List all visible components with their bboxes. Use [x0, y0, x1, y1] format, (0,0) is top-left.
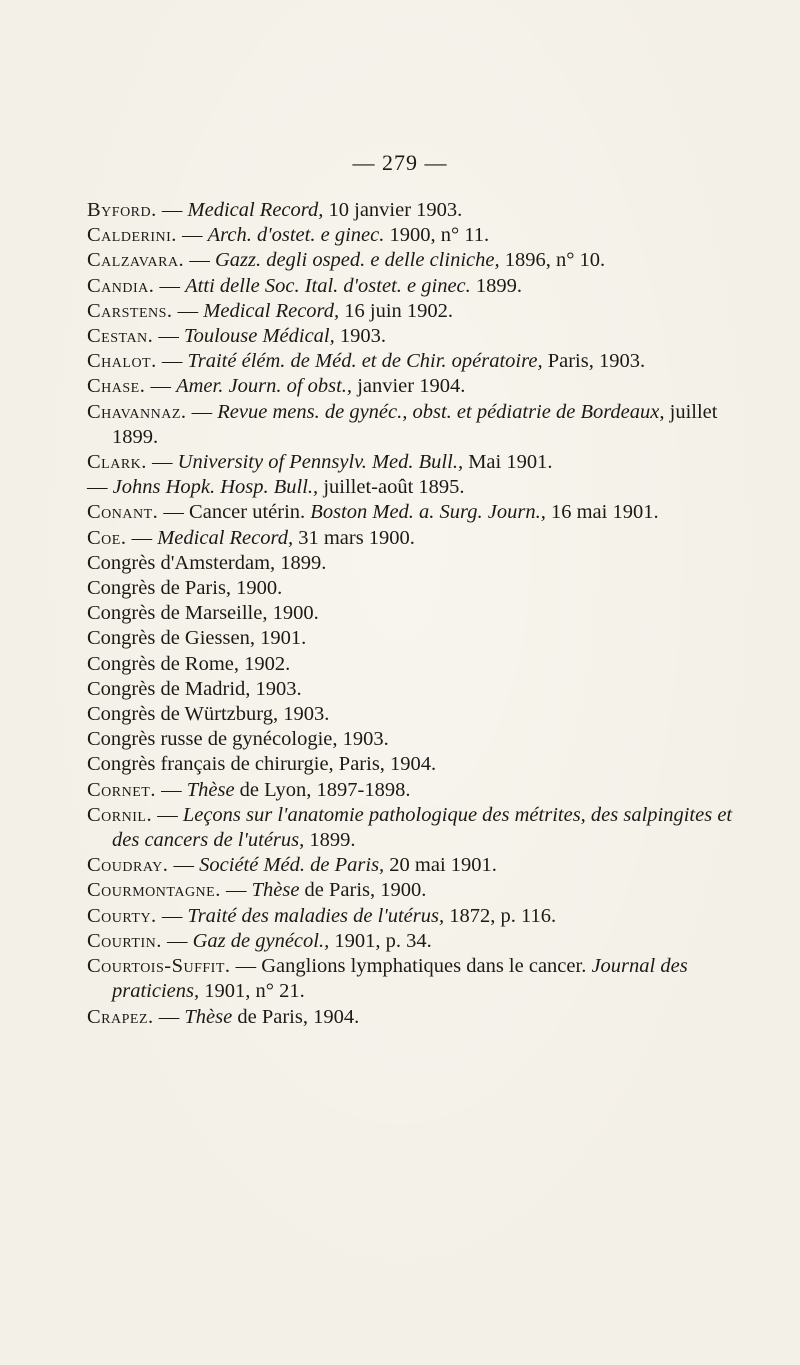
entry-source: Traité élém. de Méd. et de Chir. opératoire,	[187, 350, 543, 373]
entry-separator: —	[87, 476, 113, 499]
entry-details: 1899.	[304, 829, 356, 852]
entry-details: Congrès de Rome, 1902.	[87, 652, 291, 675]
bibliography-entry	[87, 601, 759, 626]
entry-separator: —	[145, 375, 177, 398]
bibliography-list	[87, 198, 759, 1030]
bibliography-entry	[87, 475, 759, 500]
entry-source: Medical Record,	[187, 199, 324, 221]
entry-separator: —	[156, 199, 188, 221]
entry-separator: —	[156, 350, 188, 373]
entry-details: Congrès de Giessen, 1901.	[87, 627, 307, 650]
entry-author: Chalot.	[87, 350, 157, 373]
entry-details: 16 juin 1902.	[339, 299, 454, 322]
entry-details: Congrès de Paris, 1900.	[87, 577, 283, 600]
bibliography-entry	[87, 778, 759, 803]
entry-source: Journal des praticiens,	[112, 955, 688, 1003]
bibliography-entry	[87, 853, 759, 878]
entry-author: Crapez.	[87, 1005, 154, 1028]
entry-separator: —	[184, 249, 215, 272]
entry-source: Amer. Journ. of obst.,	[176, 375, 353, 398]
entry-separator: —	[220, 879, 252, 902]
entry-details: de Paris, 1904.	[232, 1005, 360, 1028]
entry-details: Mai 1901.	[463, 451, 553, 474]
entry-author: Courtin.	[87, 929, 162, 952]
bibliography-entry	[87, 904, 759, 929]
bibliography-entry	[87, 803, 759, 853]
bibliography-entry	[87, 374, 759, 399]
entry-details: 31 mars 1900.	[293, 526, 415, 549]
bibliography-entry	[87, 223, 759, 248]
entry-separator: —	[153, 1005, 185, 1028]
entry-source: Thèse	[184, 1005, 233, 1028]
entry-author: Candia.	[87, 274, 155, 297]
bibliography-entry	[87, 450, 759, 475]
entry-source: Revue mens. de gynéc., obst. et pédiatrie de Bordeaux,	[217, 400, 665, 423]
entry-details: 10 janvier 1903.	[323, 199, 463, 221]
entry-source: Johns Hopk. Hosp. Bull.,	[112, 476, 319, 499]
entry-details: de Paris, 1900.	[299, 879, 427, 902]
entry-separator: —	[156, 904, 188, 927]
entry-separator: —	[158, 501, 190, 524]
entry-author: Cornet.	[87, 778, 156, 801]
entry-details: Cancer utérin.	[189, 501, 311, 524]
entry-details: Congrès de Marseille, 1900.	[87, 602, 319, 625]
entry-author: Cestan.	[87, 325, 154, 348]
bibliography-entry	[87, 954, 759, 1004]
entry-source: Société Méd. de Paris,	[199, 854, 385, 877]
entry-separator: —	[146, 451, 178, 474]
entry-author: Coe.	[87, 526, 127, 549]
entry-details: 1896, n° 10.	[499, 249, 606, 272]
entry-separator: —	[230, 955, 262, 978]
bibliography-entry	[87, 299, 759, 324]
entry-separator: —	[186, 400, 218, 423]
entry-details: Paris, 1903.	[542, 350, 646, 373]
bibliography-entry	[87, 752, 759, 777]
entry-details: Congrès de Madrid, 1903.	[87, 677, 302, 700]
entry-source: Arch. d'ostet. e ginec.	[207, 224, 385, 247]
entry-author: Byford.	[87, 199, 157, 221]
entry-author: Clark.	[87, 451, 147, 474]
entry-details: 1899.	[470, 274, 523, 297]
entry-author: Cornil.	[87, 803, 153, 826]
entry-separator: —	[155, 778, 187, 801]
bibliography-entry	[87, 727, 759, 752]
bibliography-entry	[87, 400, 759, 450]
entry-separator: —	[152, 803, 183, 826]
entry-author: Courty.	[87, 904, 157, 927]
entry-details: juillet-août 1895.	[318, 476, 465, 499]
entry-author: Courmontagne.	[87, 879, 221, 902]
entry-separator: —	[168, 854, 200, 877]
page-number: — 279 —	[352, 150, 448, 175]
entry-separator: —	[126, 526, 158, 549]
bibliography-entry	[87, 702, 759, 727]
entry-details: janvier 1904.	[352, 375, 466, 398]
bibliography-entry	[87, 626, 759, 651]
entry-details: Congrès français de chirurgie, Paris, 1904.	[87, 753, 437, 776]
bibliography-entry	[87, 274, 759, 299]
entry-source: Toulouse Médical,	[184, 325, 335, 348]
entry-details: Congrès de Würtzburg, 1903.	[87, 703, 330, 726]
entry-details: 1900, n° 11.	[384, 224, 490, 247]
entry-details: 16 mai 1901.	[545, 501, 659, 524]
entry-source: Thèse	[251, 879, 300, 902]
entry-details: Ganglions lymphatiques dans le cancer.	[261, 955, 592, 978]
entry-details: 1901, p. 34.	[329, 929, 432, 952]
entry-details: juillet 1899.	[112, 400, 718, 448]
bibliography-entry	[87, 198, 759, 223]
entry-author: Carstens.	[87, 299, 173, 322]
entry-author: Coudray.	[87, 854, 169, 877]
entry-author: Chase.	[87, 375, 146, 398]
bibliography-entry	[87, 929, 759, 954]
bibliography-entry	[87, 500, 759, 525]
bibliography-entry	[87, 551, 759, 576]
entry-separator: —	[176, 224, 208, 247]
entry-details: Congrès d'Amsterdam, 1899.	[87, 551, 327, 574]
bibliography-entry	[87, 248, 759, 273]
entry-source: Thèse	[186, 778, 235, 801]
entry-separator: —	[153, 325, 185, 348]
bibliography-entry	[87, 677, 759, 702]
entry-details: Congrès russe de gynécologie, 1903.	[87, 728, 389, 751]
bibliography-entry	[87, 878, 759, 903]
entry-details: 1872, p. 116.	[444, 904, 557, 927]
bibliography-entry	[87, 324, 759, 349]
entry-details: 1901, n° 21.	[199, 980, 305, 1003]
entry-author: Calderini.	[87, 224, 177, 247]
entry-separator: —	[154, 274, 186, 297]
bibliography-entry	[87, 652, 759, 677]
entry-source: Boston Med. a. Surg. Journ.,	[310, 501, 546, 524]
entry-source: Medical Record,	[203, 299, 340, 322]
entry-source: Leçons sur l'anatomie pathologique des métrites, des salpingites et des cancers de l'utérus,	[112, 803, 733, 852]
entry-source: Medical Record,	[157, 526, 294, 549]
bibliography-entry	[87, 526, 759, 551]
entry-separator: —	[172, 299, 204, 322]
entry-details: de Lyon, 1897-1898.	[234, 778, 411, 801]
entry-source: Atti delle Soc. Ital. d'ostet. e ginec.	[185, 274, 471, 297]
entry-author: Courtois-Suffit.	[87, 955, 231, 978]
entry-author: Calzavara.	[87, 249, 185, 272]
entry-author: Chavannaz.	[87, 400, 187, 423]
entry-details: 20 mai 1901.	[384, 854, 497, 877]
entry-source: Gaz de gynécol.,	[192, 929, 330, 952]
entry-source: University of Pennsylv. Med. Bull.,	[177, 451, 464, 474]
bibliography-entry	[87, 349, 759, 374]
bibliography-entry	[87, 576, 759, 601]
entry-author: Conant.	[87, 501, 159, 524]
entry-source: Gazz. degli osped. e delle cliniche,	[214, 249, 500, 272]
entry-source: Traité des maladies de l'utérus,	[187, 904, 445, 927]
entry-separator: —	[161, 929, 193, 952]
entry-details: 1903.	[334, 325, 387, 348]
bibliography-entry	[87, 1005, 759, 1030]
